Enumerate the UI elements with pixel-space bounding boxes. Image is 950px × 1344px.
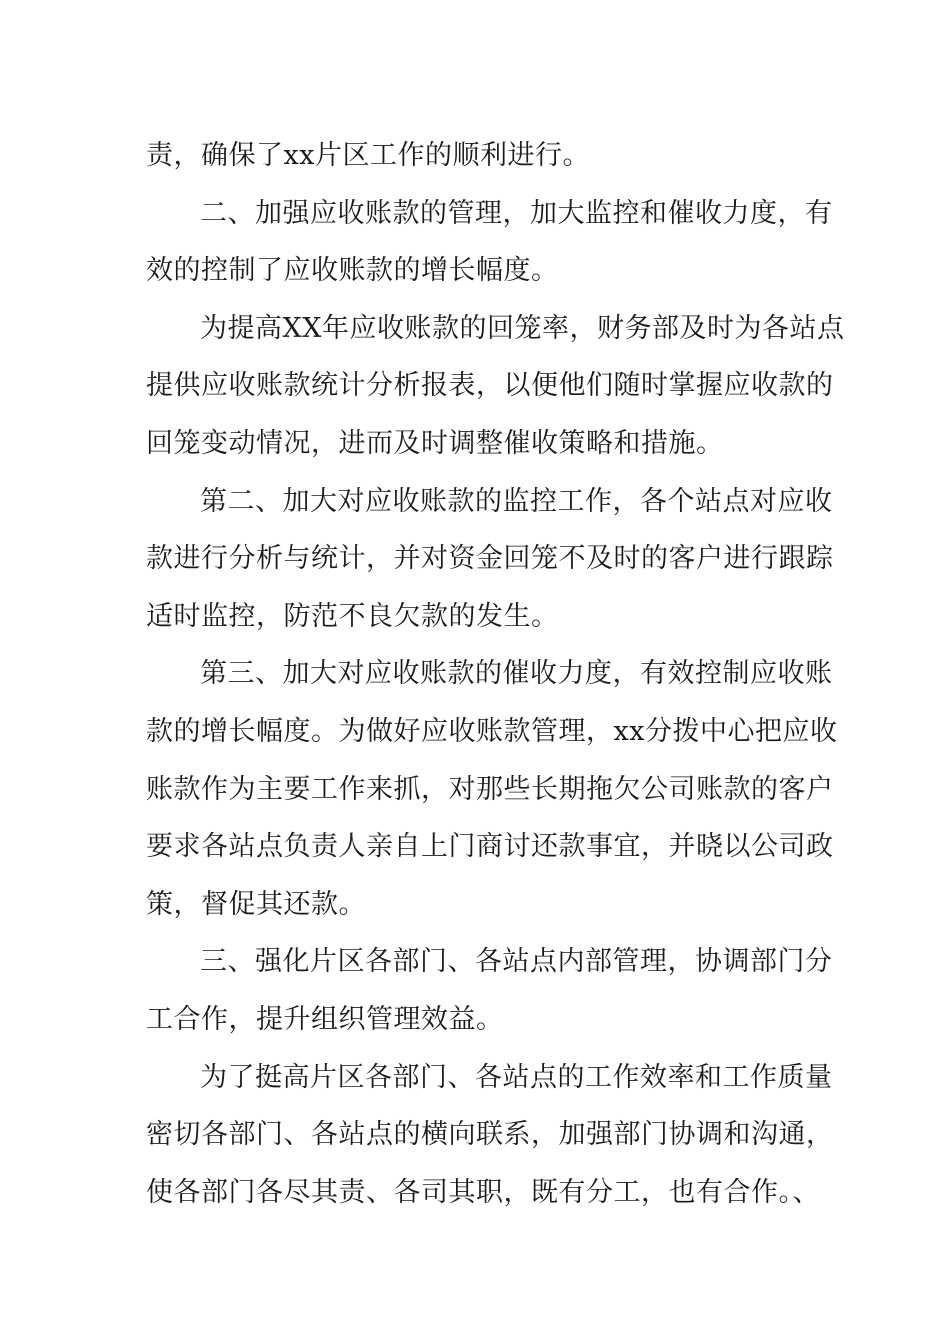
section-heading-line: 二、加强应收账款的管理，加大监控和催收力度，有 xyxy=(200,197,833,229)
text-line: 责，确保了xx片区工作的顺利进行。 xyxy=(146,140,590,171)
text-line: 账款作为主要工作来抓，对那些长期拖欠公司账款的客户 xyxy=(146,773,834,805)
text-line: 策，督促其还款。 xyxy=(146,888,366,920)
text-line: 密切各部门、各站点的横向联系，加强部门协调和沟通， xyxy=(146,1119,834,1151)
document-body xyxy=(146,127,845,1221)
section-heading-line: 三、强化片区各部门、各站点内部管理，协调部门分 xyxy=(200,946,833,978)
text-line: 提供应收账款统计分析报表，以便他们随时掌握应收款的 xyxy=(146,370,834,402)
paragraph-first-line: 为了挺高片区各部门、各站点的工作效率和工作质量 xyxy=(200,1061,833,1093)
text-line: 款的增长幅度。为做好应收账款管理，xx分拨中心把应收 xyxy=(146,715,838,747)
paragraph-first-line: 第三、加大对应收账款的催收力度，有效控制应收账 xyxy=(200,658,833,690)
paragraph-first-line: 第二、加大对应收账款的监控工作，各个站点对应收 xyxy=(200,485,833,517)
text-line: 工合作，提升组织管理效益。 xyxy=(146,1003,504,1035)
text-line: 回笼变动情况，进而及时调整催收策略和措施。 xyxy=(146,427,724,459)
text-line: 效的控制了应收账款的增长幅度。 xyxy=(146,255,559,287)
paragraph-first-line: 为提高XX年应收账款的回笼率，财务部及时为各站点 xyxy=(200,312,845,344)
text-line: 使各部门各尽其责、各司其职，既有分工，也有合作。、 xyxy=(146,1176,820,1208)
text-line: 款进行分析与统计，并对资金回笼不及时的客户进行跟踪 xyxy=(146,543,834,575)
text-line: 要求各站点负责人亲自上门商讨还款事宜，并晓以公司政 xyxy=(146,831,834,863)
text-line: 适时监控，防范不良欠款的发生。 xyxy=(146,600,559,632)
